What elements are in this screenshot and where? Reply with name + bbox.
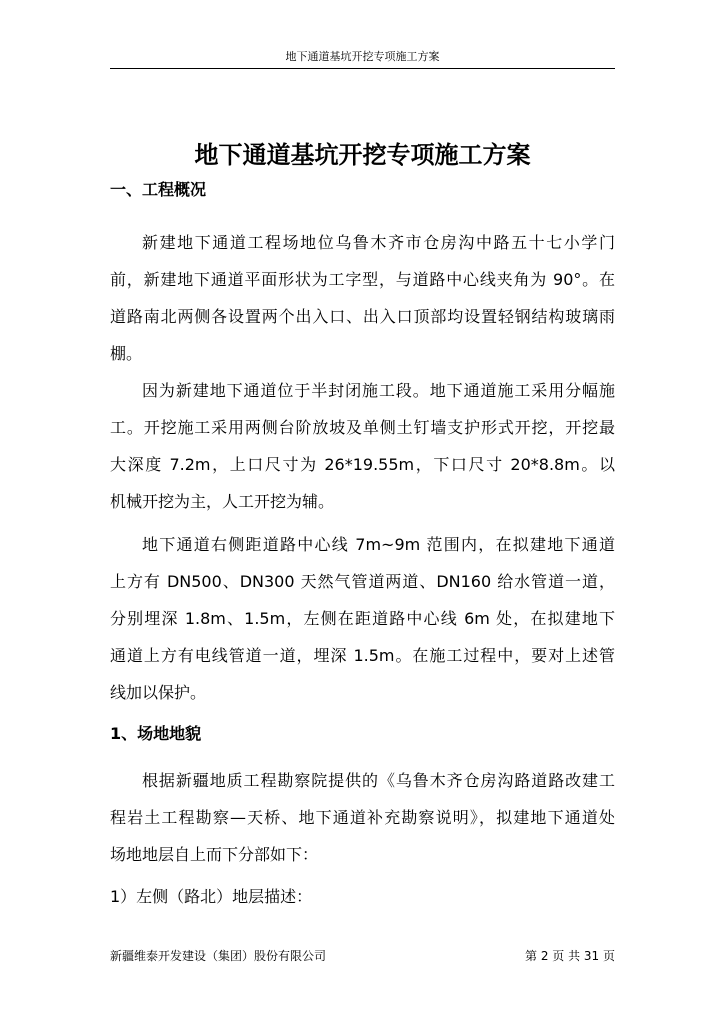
paragraph-landform-1 [110,771,615,882]
text-line: 道路南北两侧各设置两个出入口、出入口顶部均设置轻钢结构玻璃雨 [110,307,615,326]
text-line: 上方有 DN500、DN300 天然气管道两道、DN160 给水管道一道， [110,572,615,591]
text-line: 棚。 [110,344,143,363]
paragraph-overview-1 [110,233,615,381]
text-line: 分别埋深 1.8m、1.5m，左侧在距道路中心线 6m 处，在拟建地下 [110,609,615,628]
text-line: 前，新建地下通道平面形状为工字型，与道路中心线夹角为 90°。在 [110,270,615,289]
page-footer [110,949,615,963]
page-number: 第 2 页 共 31 页 [525,949,615,963]
text-line: 场地地层自上而下分部如下： [110,845,319,864]
text-line: 程岩土工程勘察—天桥、地下通道补充勘察说明》，拟建地下通道处 [110,808,615,827]
footer-company: 新疆维泰开发建设（集团）股份有限公司 [110,949,327,963]
paragraph-overview-3 [110,535,615,720]
text-line: 因为新建地下通道位于半封闭施工段。地下通道施工采用分幅施 [142,381,615,400]
text-line: 大深度 7.2m，上口尺寸为 26*19.55m，下口尺寸 20*8.8m。以 [110,455,615,474]
text-line: 新建地下通道工程场地位乌鲁木齐市仓房沟中路五十七小学门 [142,233,615,252]
text-line: 根据新疆地质工程勘察院提供的《乌鲁木齐仓房沟路道路改建工 [142,771,615,790]
text-line: 线加以保护。 [110,683,207,702]
document-title: 地下通道基坑开挖专项施工方案 [194,141,531,169]
text-line: 机械开挖为主，人工开挖为辅。 [110,492,335,511]
running-header: 地下通道基坑开挖专项施工方案 [110,50,615,69]
section-heading-landform: 1、场地地貌 [110,724,202,743]
text-line: 地下通道右侧距道路中心线 7m~9m 范围内，在拟建地下通道 [142,535,615,554]
paragraph-overview-2 [110,381,615,529]
text-line: 工。开挖施工采用两侧台阶放坡及单侧土钉墙支护形式开挖，开挖最 [110,418,615,437]
text-line: 通道上方有电线管道一道，埋深 1.5m。在施工过程中，要对上述管 [110,646,615,665]
section-heading-overview: 一、工程概况 [110,180,207,199]
list-item: 1）左侧（路北）地层描述： [110,887,313,906]
